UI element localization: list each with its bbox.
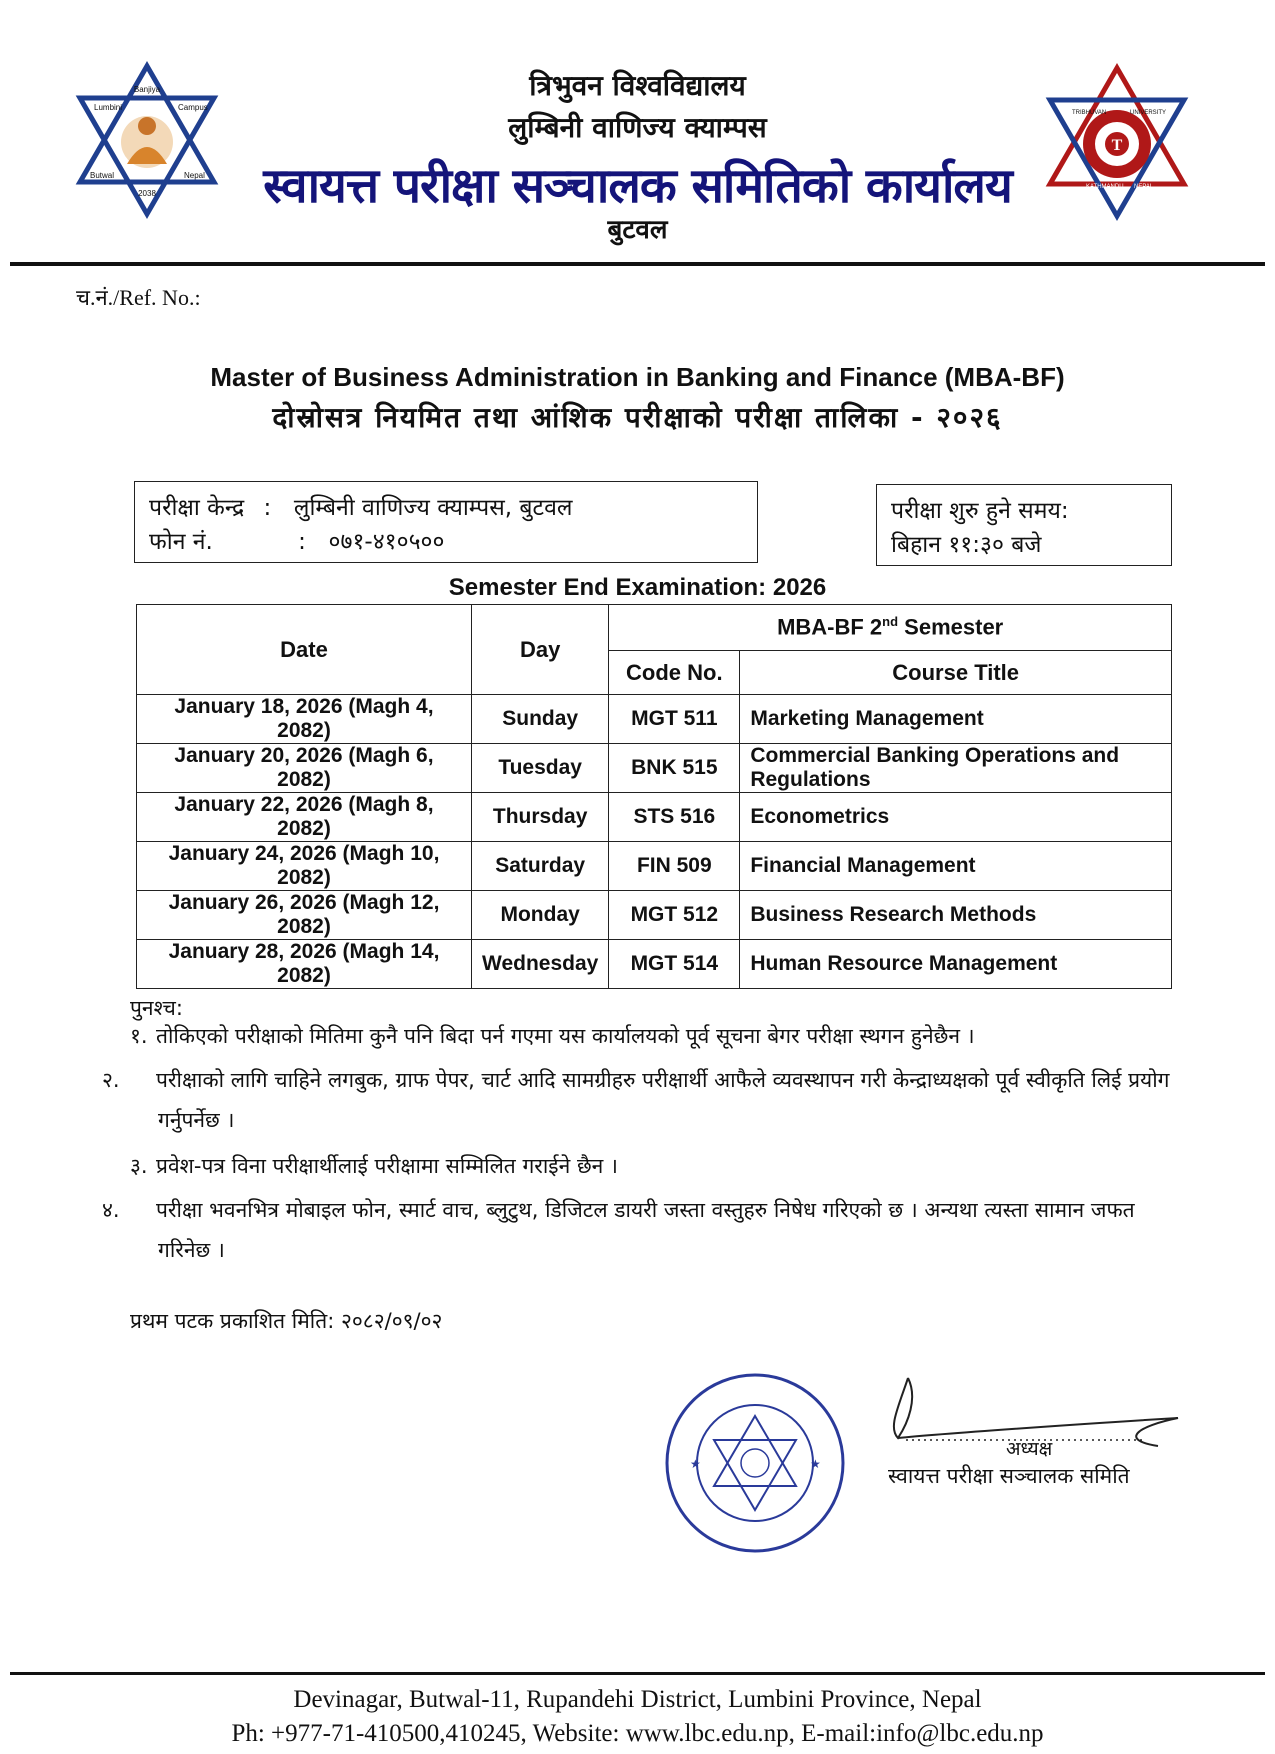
table-row <box>137 940 1172 989</box>
course-code: FIN 509 <box>609 842 740 891</box>
svg-text:Banjiya: Banjiya <box>133 85 161 94</box>
table-row <box>137 744 1172 793</box>
table-row <box>137 842 1172 891</box>
course-title: Econometrics <box>740 793 1172 842</box>
note-item <box>130 1016 1170 1056</box>
exam-date: January 18, 2026 (Magh 4, 2082) <box>137 695 472 744</box>
exam-center-value: लुम्बिनी वाणिज्य क्याम्पस, बुटवल <box>293 495 573 521</box>
course-title: Financial Management <box>740 842 1172 891</box>
note-item <box>130 1146 1170 1186</box>
svg-text:Lumbini: Lumbini <box>94 103 123 112</box>
footer-divider <box>10 1672 1265 1675</box>
svg-text:Campus: Campus <box>178 103 208 112</box>
university-name: त्रिभुवन विश्वविद्यालय <box>529 69 746 102</box>
exam-date: January 20, 2026 (Magh 6, 2082) <box>137 744 472 793</box>
notes-heading: पुनश्च: <box>130 996 183 1020</box>
course-title: Business Research Methods <box>740 891 1172 940</box>
course-code: STS 516 <box>609 793 740 842</box>
svg-text:NEPAL: NEPAL <box>1134 184 1154 190</box>
note-text: परीक्षा भवनभित्र मोबाइल फोन, स्मार्ट वाच, ब्लुटुथ, डिजिटल डायरी जस्ता वस्तुहरु निषेध गरिएको छ । अन्यथा त्यस्ता सामान जफत गरिनेछ । <box>156 1198 1135 1262</box>
course-column-header: Course Title <box>740 651 1172 695</box>
svg-text:★: ★ <box>690 1457 701 1471</box>
header-divider <box>10 262 1265 266</box>
footer-contact: Ph: +977-71-410500,410245, Website: www.lbc.edu.np, E-mail:info@lbc.edu.np <box>231 1720 1044 1747</box>
course-code: MGT 514 <box>609 940 740 989</box>
note-item <box>102 1190 1170 1270</box>
exam-schedule-table <box>136 604 1172 989</box>
note-number: २. <box>102 1068 120 1092</box>
exam-time-box <box>876 484 1172 566</box>
semester-exam-title: Semester End Examination: 2026 <box>448 574 827 601</box>
day-column-header: Day <box>472 605 609 695</box>
svg-text:T: T <box>1111 137 1123 154</box>
svg-text:TRIBHUVAN: TRIBHUVAN <box>1072 110 1107 116</box>
code-column-header: Code No. <box>609 651 740 695</box>
note-text: प्रवेश-पत्र विना परीक्षार्थीलाई परीक्षामा सम्मिलित गराईने छैन । <box>156 1154 618 1178</box>
course-code: MGT 511 <box>609 695 740 744</box>
svg-text:UNIVERSITY: UNIVERSITY <box>1130 110 1167 116</box>
phone-label: फोन नं. <box>149 529 213 555</box>
note-text: परीक्षाको लागि चाहिने लगबुक, ग्राफ पेपर, चार्ट आदि सामग्रीहरु परीक्षार्थी आफैले व्यवस्थापन गरी केन्द्राध्यक्षको पूर्व स्वीकृति लिई प्रयोग गर्नुपर्नेछ । <box>156 1068 1170 1132</box>
tribhuvan-university-logo-icon <box>1042 62 1192 222</box>
note-number: ३. <box>130 1154 148 1178</box>
exam-center-label: परीक्षा केन्द्र <box>149 495 245 521</box>
exam-day: Tuesday <box>472 744 609 793</box>
signatory-organization: स्वायत्त परीक्षा सञ्चालक समिति <box>888 1464 1130 1488</box>
exam-date: January 22, 2026 (Magh 8, 2082) <box>137 793 472 842</box>
svg-text:KATHMANDU: KATHMANDU <box>1086 184 1124 190</box>
exam-date: January 24, 2026 (Magh 10, 2082) <box>137 842 472 891</box>
course-code: MGT 512 <box>609 891 740 940</box>
svg-text:Butwal: Butwal <box>90 171 115 180</box>
date-column-header: Date <box>137 605 472 695</box>
course-title: Human Resource Management <box>740 940 1172 989</box>
signatory-title: अध्यक्ष <box>1006 1438 1053 1460</box>
svg-text:2038: 2038 <box>138 189 156 198</box>
course-code: BNK 515 <box>609 744 740 793</box>
office-stamp-icon <box>660 1368 850 1558</box>
campus-name: लुम्बिनी वाणिज्य क्याम्पस <box>508 111 767 144</box>
exam-day: Wednesday <box>472 940 609 989</box>
course-title: Marketing Management <box>740 695 1172 744</box>
table-row <box>137 695 1172 744</box>
exam-center-box: परीक्षा केन्द्र : लुम्बिनी वाणिज्य क्याम्पस, बुटवल फोन नं. : ०७१-४१०५०० <box>134 481 758 563</box>
exam-day: Thursday <box>472 793 609 842</box>
city-name: बुटवल <box>607 215 668 245</box>
office-name: स्वायत्त परीक्षा सञ्चालक समितिको कार्यालय <box>263 158 1012 214</box>
footer-address: Devinagar, Butwal-11, Rupandehi District, Lumbini Province, Nepal <box>293 1686 982 1713</box>
note-number: ४. <box>102 1198 120 1222</box>
svg-text:★: ★ <box>810 1457 821 1471</box>
phone-value: ०७१-४१०५०० <box>328 529 445 555</box>
exam-day: Monday <box>472 891 609 940</box>
program-title: Master of Business Administration in Banking and Finance (MBA-BF) <box>210 362 1065 392</box>
note-item <box>102 1060 1170 1140</box>
table-row <box>137 891 1172 940</box>
exam-time-value: बिहान ११:३० बजे <box>891 532 1042 558</box>
exam-date: January 28, 2026 (Magh 14, 2082) <box>137 940 472 989</box>
schedule-title: दोस्रोसत्र नियमित तथा आंशिक परीक्षाको परीक्षा तालिका - २०२६ <box>272 401 1003 434</box>
table-row <box>137 793 1172 842</box>
note-text: तोकिएको परीक्षाको मितिमा कुनै पनि बिदा पर्न गएमा यस कार्यालयको पूर्व सूचना बेगर परीक्षा स्थगन हुनेछैन । <box>156 1024 975 1048</box>
published-date: प्रथम पटक प्रकाशित मिति: २०८२/०९/०२ <box>130 1309 443 1333</box>
note-number: १. <box>130 1024 148 1048</box>
exam-date: January 26, 2026 (Magh 12, 2082) <box>137 891 472 940</box>
exam-time-label: परीक्षा शुरु हुने समय: <box>891 498 1069 524</box>
semester-group-header: MBA-BF 2nd Semester <box>609 605 1172 651</box>
exam-day: Saturday <box>472 842 609 891</box>
reference-number-label: च.नं./Ref. No.: <box>76 285 201 310</box>
svg-text:Nepal: Nepal <box>184 171 205 180</box>
course-title: Commercial Banking Operations and Regulations <box>740 744 1172 793</box>
exam-day: Sunday <box>472 695 609 744</box>
